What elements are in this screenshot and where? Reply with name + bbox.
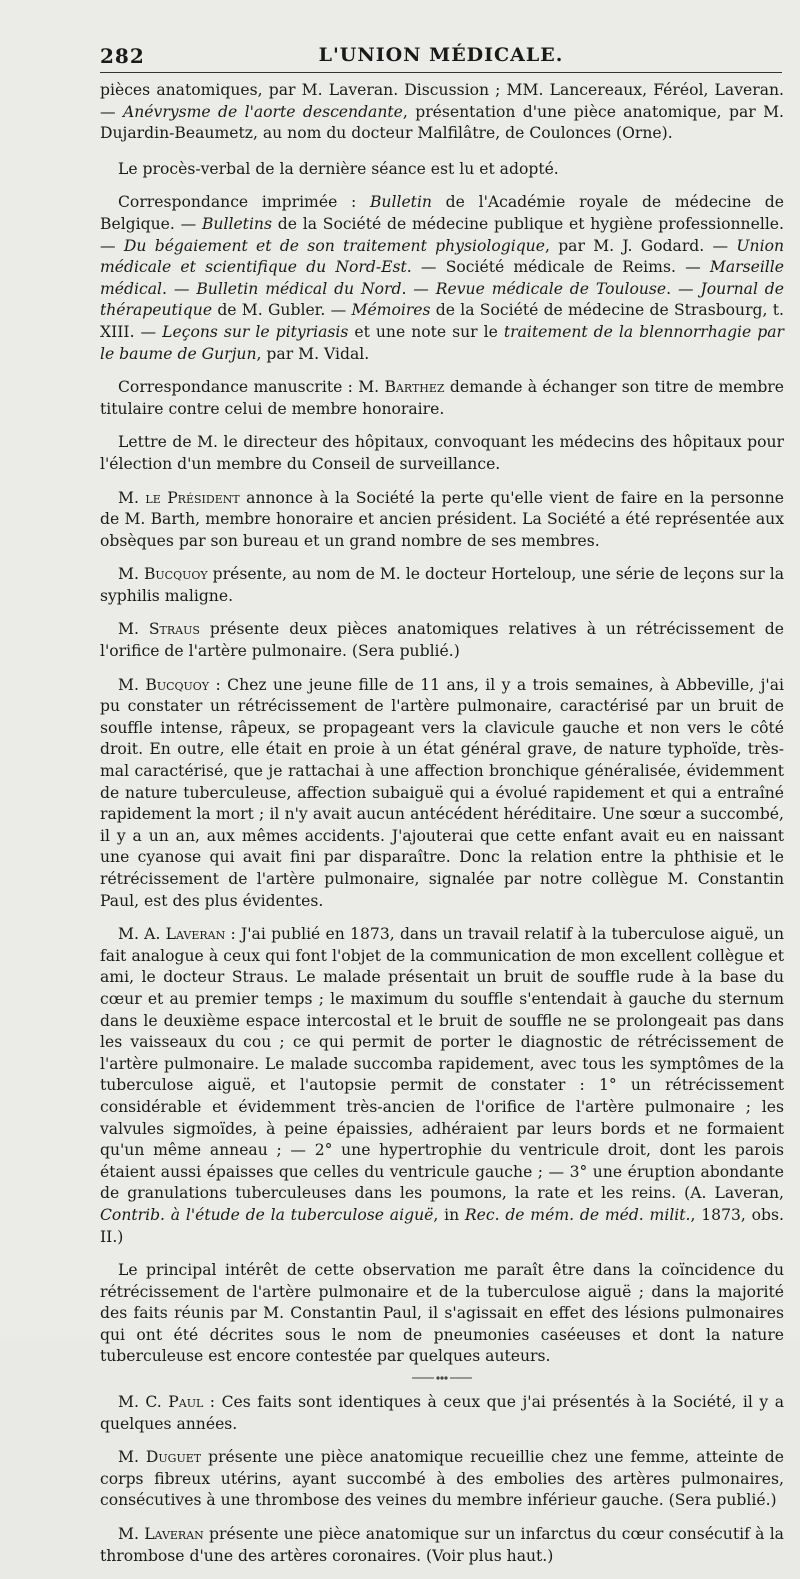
text: annonce à la Société la perte qu'elle vient de faire en la personne de M. Barth, membre honoraire et ancien président. La Société a été représentée aux obsèques par son bureau et un grand nombre de ses membres.	[100, 488, 784, 550]
text: : Ces faits sont identiques à ceux que j'ai présentés à la Société, il y a quelques années.	[100, 1393, 784, 1433]
italic-title: Rec. de mém. de méd. milit.	[464, 1205, 691, 1224]
italic-title: Bulletin médical du Nord	[196, 279, 402, 298]
ornamental-separator	[100, 1374, 784, 1386]
paragraph-hospital-letter	[100, 432, 784, 475]
text: M. C.	[118, 1393, 169, 1412]
italic-title: Journal de thérapeutique	[100, 279, 785, 320]
text: de M. Gubler. —	[212, 301, 352, 320]
italic-title: Marseille médical	[100, 258, 785, 298]
text: : J'ai publié en 1873, dans un travail relatif à la tuberculose aiguë, un fait analogue à ceux qui font l'objet de la communication de mon excellent collègue et ami, le docteur Straus. Le malade présentait un bruit de souffle rude à la base du cœur et au premier temps ; le maximum du souffle s'entendait à gauche du sternum dans le deuxième espace intercostal et le bruit de souffle ne se prolongeait pas dans les vaisseaux du cou ; ce qui permit de porter le diagnostic de rétrécissement de l'artère pulmonaire. Le malade succomba rapidement, avec tous les symptômes de la tuberculose aiguë, et l'autopsie permit de constater : 1° un rétrécissement considérable et évidemment très-ancien de l'orifice de l'artère pulmonaire ; les valvules sigmoïdes, à peine épaissies, adhéraient par leurs bords et ne formaient qu'un même anneau ; — 2° une hypertrophie du ventricule droit, dont les parois étaient aussi épaisses que celles du ventricule gauche ; — 3° une éruption abondante de granulations tuberculeuses dans les poumons, la rate et les reins. (A. Laveran,	[100, 925, 784, 1203]
text: : Chez une jeune fille de 11 ans, il y a trois semaines, à Abbeville, j'ai pu constater un rétrécissement de l'artère pulmonaire, caractérisé par un bruit de souffle intense, râpeux, se propageant vers la clavicule gauche et non vers le côté droit. En outre, elle était en proie à un état général grave, de nature typhoïde, très-mal caractérisé, que je rattachai à une affection bronchique généralisée, évidemment de nature tuberculeuse, affection subaiguë qui a évolué rapidement et qui a entraîné rapidement la mort ; il n'y avait aucun antécédent héréditaire. Une sœur a succombé, il y a un an, aux mêmes accidents. J'ajouterai que cette enfant avait eu en naissant une cyanose qui avait fini par disparaître. Donc la relation entre la phthisie et le rétrécissement de l'artère pulmonaire, signalée par notre collègue M. Constantin Paul, est des plus évidentes.	[100, 675, 784, 910]
text: présente deux pièces anatomiques relatives à un rétrécissement de l'orifice de l'artère pulmonaire. (Sera publié.)	[100, 620, 784, 661]
speaker-name: Straus	[148, 620, 200, 639]
text: Correspondance imprimée :	[118, 193, 370, 212]
text: , in	[433, 1205, 465, 1224]
speaker-name: le Président	[145, 488, 240, 507]
text: M.	[118, 675, 146, 694]
italic-title: Union médicale et scientifique du Nord-Est	[100, 236, 784, 277]
text: pièces anatomiques, par M. Laveran. Discussion ; MM. Lancereaux, Féréol, Laveran. —	[100, 81, 784, 121]
text: demande à échanger son titre de membre titulaire contre celui de membre honoraire.	[100, 378, 784, 418]
speaker-name: Bucquoy	[143, 565, 208, 584]
italic-title: traitement de la blennorrhagie par le baume de Gurjun	[100, 322, 785, 363]
paragraph-bucquoy-2	[100, 675, 784, 913]
paragraph-straus	[100, 619, 784, 662]
italic-title: Bulletins	[201, 214, 272, 233]
text: . —	[401, 279, 436, 298]
text: , 1873, obs. II.)	[100, 1205, 784, 1246]
paragraph-president	[100, 488, 784, 553]
paragraph-paul	[100, 1392, 784, 1435]
text: M.	[118, 565, 144, 584]
speaker-name: Bucquoy	[145, 675, 210, 694]
separator-ornament-icon	[412, 1374, 472, 1382]
paragraph-laveran-1	[100, 924, 784, 1248]
text: M. A.	[118, 925, 166, 944]
text: , par M. J. Godard. —	[544, 236, 737, 255]
italic-title: Mémoires	[351, 301, 431, 320]
text: . — Société médicale de Reims. —	[406, 258, 710, 277]
speaker-name: Laveran	[144, 1525, 204, 1544]
paragraph-bucquoy-1	[100, 564, 784, 607]
text: . —	[162, 279, 197, 298]
text: de la Société de médecine de Strasbourg, t. XIII. —	[100, 301, 784, 341]
text: Le principal intérêt de cette observation me paraît être dans la coïncidence du rétrécissement de l'artère pulmonaire et de la tuberculose aiguë ; dans la majorité des faits réunis par M. Constantin Paul, il s'agissait en effet des lésions pulmonaires qui ont été décrites sous le nom de pneumonies caséeuses et dont la nature tuberculeuse est encore contestée par quelques auteurs.	[100, 1261, 784, 1366]
italic-title: Contrib. à l'étude de la tuberculose aiguë	[100, 1205, 434, 1224]
text: . —	[666, 279, 701, 298]
text: Correspondance manuscrite : M.	[118, 378, 385, 397]
speaker-name: Barthez	[384, 378, 445, 397]
text: et une note sur le	[348, 322, 504, 341]
running-title: L'UNION MÉDICALE.	[318, 44, 564, 66]
text: M.	[118, 488, 146, 507]
text: Le procès-verbal de la dernière séance est lu et adopté.	[118, 159, 559, 178]
speaker-name: Laveran	[165, 925, 226, 944]
italic-title: Du bégaiement et de son traitement physiologique	[123, 236, 545, 255]
italic-title: Leçons sur le pityriasis	[162, 322, 349, 341]
paragraph-manuscript-correspondence	[100, 377, 784, 420]
text: M.	[118, 1525, 145, 1544]
paragraph-duguet	[100, 1447, 784, 1512]
text: de la Société de médecine publique et hygiène professionnelle. —	[100, 214, 784, 255]
text: présente une pièce anatomique recueillie chez une femme, atteinte de corps fibreux utérins, ayant succombé à des embolies des artères pulmonaires, consécutives à une thrombose des veines du membre inférieur gauche. (Sera publié.)	[100, 1448, 784, 1510]
paragraph-laveran-3	[100, 1524, 784, 1567]
page-header	[100, 44, 782, 70]
text: M.	[118, 1448, 146, 1467]
paragraph-continuation	[100, 80, 784, 145]
page-number: 282	[100, 44, 145, 68]
text: M.	[118, 620, 149, 639]
text: , présentation d'une pièce anatomique, par M. Dujardin-Beaumetz, au nom du docteur Malfilâtre, de Coulonces (Orne).	[100, 102, 784, 143]
header-rule	[100, 72, 782, 73]
text: présente, au nom de M. le docteur Horteloup, une série de leçons sur la syphilis maligne.	[100, 565, 784, 605]
text: de l'Académie royale de médecine de Belgique. —	[100, 193, 784, 233]
italic-title: Bulletin	[369, 193, 432, 212]
text: présente une pièce anatomique sur un infarctus du cœur consécutif à la thrombose d'une des artères coronaires. (Voir plus haut.)	[100, 1525, 784, 1565]
body-text	[100, 80, 784, 1579]
paragraph-laveran-2	[100, 1260, 784, 1368]
speaker-name: Duguet	[145, 1448, 202, 1467]
italic-title: Anévrysme de l'aorte descendante	[122, 102, 403, 121]
speaker-name: Paul	[168, 1393, 204, 1412]
paragraph-minutes	[100, 159, 784, 181]
paragraph-printed-correspondence	[100, 192, 784, 365]
text: Lettre de M. le directeur des hôpitaux, convoquant les médecins des hôpitaux pour l'élection d'un membre du Conseil de surveillance.	[100, 433, 784, 473]
text: , par M. Vidal.	[256, 344, 370, 363]
italic-title: Revue médicale de Toulouse	[435, 279, 667, 298]
